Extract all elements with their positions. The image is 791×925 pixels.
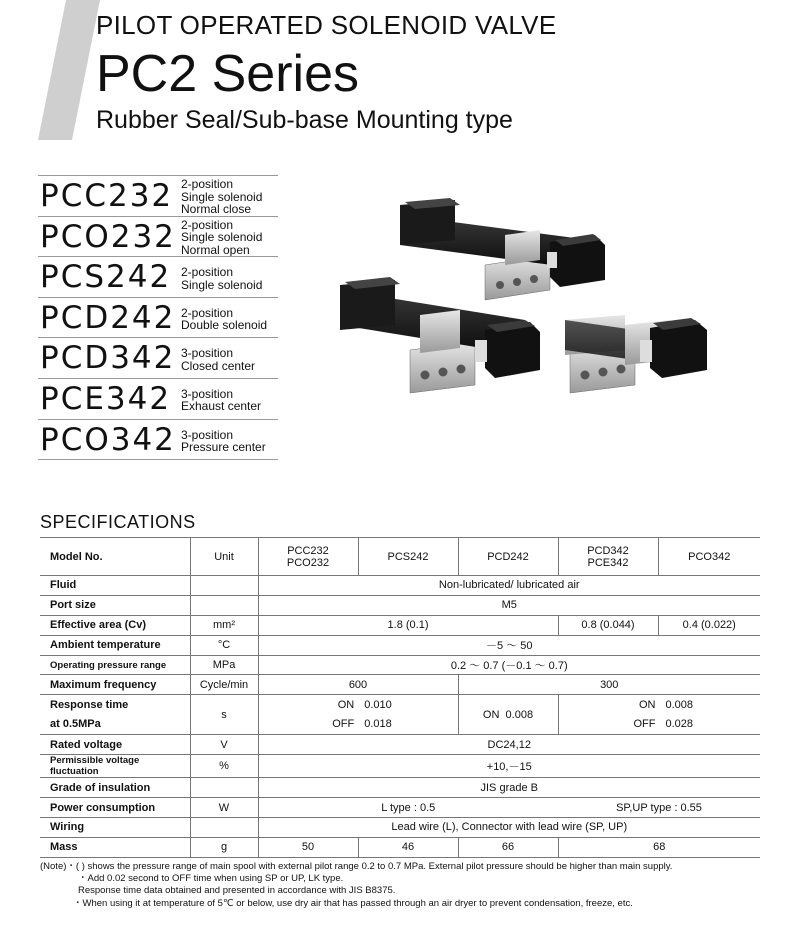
model-list: [38, 175, 278, 460]
specifications-table: [40, 537, 760, 858]
header-model-col: PCD242: [458, 538, 558, 576]
table-row: Grade of insulation JIS grade B: [40, 778, 760, 798]
header-unit: Unit: [190, 538, 258, 576]
header-model-col: PCS242: [358, 538, 458, 576]
model-code: PCE342: [40, 380, 172, 417]
table-row: Operating pressure range MPa 0.2 ～ 0.7 (－0.1 ～ 0.7): [40, 655, 760, 675]
model-code: PCD242: [40, 299, 176, 336]
model-row: [38, 256, 278, 297]
model-code: PCD342: [40, 340, 176, 377]
note-line: Response time data obtained and presented in accordance with JIS B8375.: [78, 885, 396, 897]
table-row: Mass g 50 46 66 68: [40, 837, 760, 857]
table-row: Response time at 0.5MPa s ON 0.010 OFF 0.018 ON 0.008 ON 0.008 OFF 0.028: [40, 695, 760, 735]
table-row: Permissible voltage fluctuation % +10,－15: [40, 755, 760, 778]
table-row: Port size M5: [40, 595, 760, 615]
product-photo: [325, 170, 720, 410]
valve-image-double-back: [400, 198, 605, 300]
model-row: [38, 175, 278, 216]
note-line: ・Add 0.02 second to OFF time when using SP or UP, LK type.: [78, 873, 344, 885]
model-row: [38, 419, 278, 461]
model-code: PCC232: [40, 178, 174, 214]
model-description: 2-position Double solenoid: [181, 305, 268, 333]
table-row: Wiring Lead wire (L), Connector with lead wire (SP, UP): [40, 818, 760, 838]
model-description: 2-position Single solenoid Normal close: [181, 177, 263, 216]
model-row: [38, 337, 278, 378]
model-row: [38, 216, 278, 257]
notes-section: [40, 861, 672, 910]
table-header-row: [40, 538, 760, 576]
table-row: Rated voltage V DC24,12: [40, 735, 760, 755]
model-code: PCS242: [40, 259, 172, 296]
model-row: [38, 378, 278, 419]
series-subtitle: Rubber Seal/Sub-base Mounting type: [96, 106, 513, 134]
table-row: Power consumption W L type : 0.5 SP,UP type : 0.55: [40, 798, 760, 818]
product-category: PILOT OPERATED SOLENOID VALVE: [96, 10, 557, 40]
note-line: (Note)・( ) shows the pressure range of main spool with external pilot range 0.2 to 0.7 MPa. External pilot pressure should be higher than main supply.: [40, 861, 673, 872]
series-title: PC2 Series: [96, 45, 359, 103]
header-model-col: PCD342 PCE342: [558, 538, 658, 576]
valve-image-single: [565, 315, 707, 393]
model-description: 2-position Single solenoid: [181, 265, 263, 292]
table-row: Ambient temperature °C －5 ～ 50: [40, 635, 760, 655]
specifications-heading: SPECIFICATIONS: [40, 512, 196, 532]
model-description: 2-position Single solenoid Normal open: [181, 217, 263, 257]
table-row: Fluid Non-lubricated/ lubricated air: [40, 576, 760, 596]
note-line: ・When using it at temperature of 5℃ or below, use dry air that has passed through an air dryer to prevent condensation, freeze, etc.: [73, 897, 633, 909]
model-description: 3-position Pressure center: [181, 427, 266, 455]
model-code: PCO342: [40, 421, 176, 458]
table-row: Effective area (Cv) mm² 1.8 (0.1) 0.8 (0.044) 0.4 (0.022): [40, 615, 760, 635]
model-description: 3-position Exhaust center: [181, 386, 262, 414]
header-model-col: PCO342: [658, 538, 760, 576]
model-row: [38, 297, 278, 338]
table-row: Maximum frequency Cycle/min 600 300: [40, 675, 760, 695]
model-code: PCO232: [40, 218, 176, 255]
model-description: 3-position Closed center: [181, 346, 256, 373]
header-model-no: Model No.: [40, 538, 190, 576]
header-model-col: PCC232 PCO232: [258, 538, 358, 576]
